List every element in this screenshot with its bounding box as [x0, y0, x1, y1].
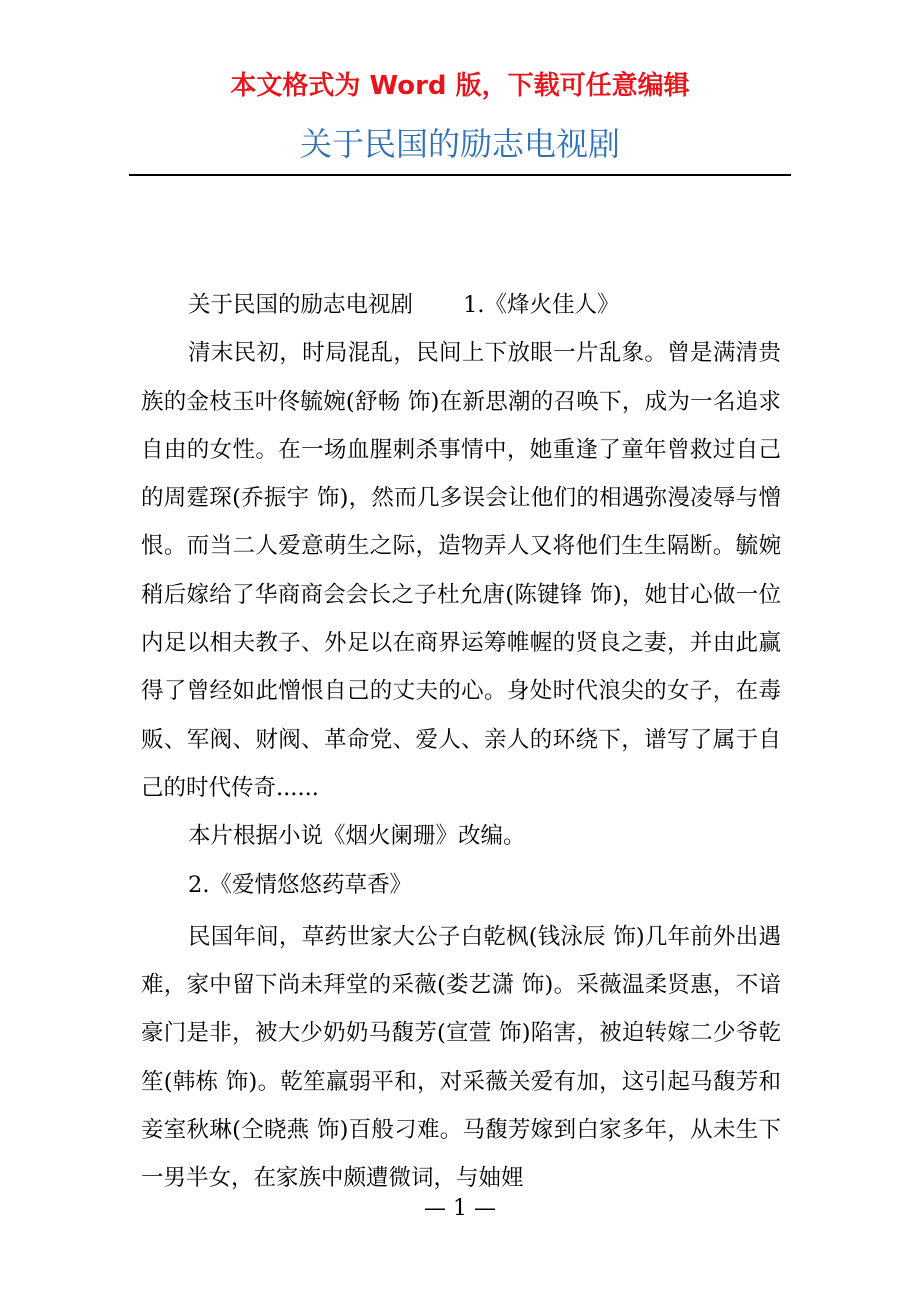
item1-paragraph: 清末民初，时局混乱，民间上下放眼一片乱象。曾是满清贵族的金枝玉叶佟毓婉(舒畅 饰)在新思潮的召唤下，成为一名追求自由的女性。在一场血腥刺杀事情中，她重逢了童年曾救过自己的周霆琛(乔振宇 饰)，然而几多误会让他们的相遇弥漫凌辱与憎恨。而当二人爱意萌生之际，造物弄人又将他们生生隔断。毓婉稍后嫁给了华商商会会长之子杜允唐(陈键锋 饰)，她甘心做一位内足以相夫教子、外足以在商界运筹帷幄的贤良之妻，并由此赢得了曾经如此憎恨自己的丈夫的心。身处时代浪尖的女子，在毒贩、军阀、财阀、革命党、爱人、亲人的环绕下，谱写了属于自己的时代传奇...... [141, 340, 781, 801]
lead-title: 关于民国的励志电视剧 [188, 292, 414, 318]
title-underline [129, 174, 791, 176]
item1-title: 1.《烽火佳人》 [463, 292, 620, 318]
notice-banner: 本文格式为 Word 版，下载可任意编辑 [230, 71, 690, 101]
item2-title: 2.《爱情悠悠药草香》 [188, 871, 412, 898]
document-body [141, 281, 781, 1203]
document-title: 关于民国的励志电视剧 [299, 125, 620, 163]
item2-paragraph: 民国年间，草药世家大公子白乾枫(钱泳辰 饰)几年前外出遇难，家中留下尚未拜堂的采薇(娄艺潇 饰)。采薇温柔贤惠，不谙豪门是非，被大少奶奶马馥芳(宣萱 饰)陷害，被迫转嫁二少爷乾笙(韩栋 饰)。乾笙羸弱平和，对采薇关爱有加，这引起马馥芳和妾室秋琳(仝晓燕 饰)百般刁难。马馥芳嫁到白家多年，从未生下一男半女，在家族中颇遭微词，与妯娌 [141, 923, 781, 1192]
item1-note: 本片根据小说《烟火阑珊》改编。 [188, 823, 526, 850]
lead-heading-line [141, 281, 781, 329]
page-number: — 1 — [424, 1196, 496, 1221]
